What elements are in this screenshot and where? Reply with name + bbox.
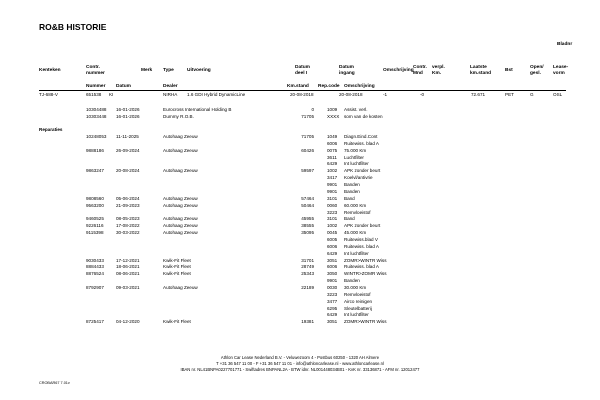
footer	[0, 355, 600, 373]
row-code: 1002	[327, 223, 338, 229]
row-code: 1009	[327, 107, 338, 112]
header-verpl-km: verpl. Km.	[432, 65, 445, 76]
footer-registration: IBAN nr. NL41BNPA0227701771 - Swiftadres BNPANL2A - BTW idnr. NL001448034B01 - KvK nr. 33136871 - AFM nr. 12012477	[180, 367, 420, 372]
row-omschrijving: ZOMR>WINTR Wiss	[344, 257, 387, 263]
page-title: RO&B HISTORIE	[39, 22, 107, 32]
row-nummer: 9863247	[86, 168, 104, 174]
row-dealer: Kwik-Fit Fleet	[163, 319, 191, 325]
header-datum-ingang: Datum ingang	[339, 65, 355, 76]
row-km: 25343	[301, 271, 314, 277]
header-rep-code: Rep.code	[318, 84, 340, 89]
row-omschrijving: Assist. verl.	[344, 107, 368, 112]
row-omschrijving: Ruitewiss.blad V	[344, 236, 378, 242]
header-uitvoering: Uitvoering	[187, 68, 211, 73]
row-code: 0045	[327, 230, 338, 235]
row-omschrijving: Int luchtfilter	[344, 250, 369, 256]
header-merk: Merk	[141, 68, 153, 73]
row-omschrijving: ZOMR>WINTR Wiss	[344, 319, 387, 325]
row-omschrijving: Ruitewiss. blad A	[344, 140, 379, 146]
row-omschrijving: Luchtfilter	[344, 154, 364, 160]
form-code: CROBAR67 7.01v	[39, 381, 70, 385]
header-omschrijving: Omschrijving	[344, 84, 375, 89]
vehicle-bst: PET	[505, 92, 514, 97]
row-datum: 05-06-2024	[116, 195, 140, 201]
row-code: 6429	[327, 250, 338, 256]
row-datum: 16-01-2026	[116, 114, 140, 119]
header-datum: Datum	[116, 84, 131, 89]
row-nummer: 8792907	[86, 284, 104, 290]
row-omschrijving: Koelvl/antivrie	[344, 175, 373, 181]
vehicle-laatste-km: 72.671	[471, 92, 486, 97]
vehicle-datum-deel1: 20-08-2018	[290, 92, 314, 97]
row-omschrijving: Banden	[344, 278, 360, 284]
row-nummer: 10303448	[86, 114, 107, 119]
row-code: 3477	[327, 298, 338, 304]
row-code: 3101	[327, 195, 338, 201]
row-code: 3050	[327, 271, 338, 277]
row-omschrijving: Remvloeistof	[344, 209, 371, 215]
row-datum: 21-09-2023	[116, 202, 140, 208]
header-bst: Bst	[505, 68, 513, 73]
row-nummer: 10304488	[86, 107, 107, 112]
row-omschrijving: Airco reinigen	[344, 298, 373, 304]
row-km: 45955	[301, 216, 314, 222]
row-omschrijving: Banden	[344, 182, 360, 187]
row-omschrijving: 60.000 Km	[344, 202, 367, 208]
row-km: 59597	[301, 168, 314, 174]
row-omschrijving: Band	[344, 216, 355, 222]
vehicle-kenteken: TJ-688-V	[39, 92, 58, 97]
row-code: 6429	[327, 312, 338, 318]
row-nummer: 9808560	[86, 195, 104, 201]
page-number-label: Bladnr	[557, 42, 573, 47]
row-dealer: Kwik-Fit Fleet	[163, 257, 191, 263]
row-km: 71705	[301, 134, 314, 139]
row-km: 57464	[301, 195, 314, 201]
row-code: 6006	[327, 264, 338, 270]
row-omschrijving: WINTR>ZOMR Wiss	[344, 271, 387, 277]
vehicle-merk: KI	[109, 92, 114, 97]
row-omschrijving: 30.000 Km	[344, 284, 367, 290]
row-omschrijving: 45.000 Km	[344, 230, 367, 235]
header-contr-nummer: Contr. nummer	[86, 65, 105, 76]
row-dealer: Autohaag Zeeuw	[163, 134, 198, 139]
row-datum: 04-12-2020	[116, 319, 140, 325]
row-code: 3051	[327, 319, 338, 325]
vehicle-datum-ingang: 20-08-2018	[339, 92, 363, 97]
row-nummer: 9888186	[86, 147, 104, 153]
row-datum: 30-03-2022	[116, 230, 140, 235]
row-datum: 17-08-2022	[116, 223, 140, 229]
header-contr-mnd: Contr. Mnd	[413, 65, 427, 76]
row-code: 6006	[327, 140, 338, 146]
row-code: 1049	[327, 134, 338, 139]
row-omschrijving: Remvloeistof	[344, 291, 371, 297]
row-omschrijving: Int luchtfilter	[344, 161, 369, 167]
row-dealer: Autohaag Zeeuw	[163, 147, 198, 153]
section-label-reparaties: Reparaties	[39, 127, 63, 132]
vehicle-contr-nummer: 651538	[86, 92, 102, 97]
row-code: 6006	[327, 243, 338, 249]
header-nummer: Nummer	[86, 84, 106, 89]
row-nummer: 9030433	[86, 257, 104, 263]
row-nummer: 9115398	[86, 230, 104, 235]
row-dealer: Kwik-Fit Fleet	[163, 264, 191, 270]
row-code: 3223	[327, 291, 338, 297]
row-km: 31701	[301, 257, 314, 263]
row-datum: 08-05-2023	[116, 216, 140, 222]
row-datum: 18-06-2021	[116, 264, 140, 270]
row-code: 6295	[327, 305, 338, 311]
row-dealer: Kwik-Fit Fleet	[163, 271, 191, 277]
row-omschrijving: Band	[344, 195, 355, 201]
row-nummer: 8876524	[86, 271, 104, 277]
row-dealer: Dummy R.O.B.	[163, 114, 194, 119]
row-datum: 20-08-2024	[116, 168, 140, 174]
row-dealer: Autohaag Zeeuw	[163, 168, 198, 174]
vehicle-verpl-km: -0	[420, 92, 425, 97]
header-laatste-km: Laatste km.stand	[470, 65, 492, 76]
row-omschrijving: Sleutelbatterij	[344, 305, 372, 311]
row-dealer: Eurocross International Holding B	[163, 107, 232, 112]
row-omschrijving: Int luchtfilter	[344, 312, 369, 318]
row-omschrijving: 75.000 Km	[344, 147, 367, 153]
row-omschrijving: APK zonder beurt	[344, 223, 381, 229]
row-code: 9901	[327, 188, 338, 194]
row-nummer: 8884433	[86, 264, 104, 270]
row-km: 35095	[301, 230, 314, 235]
row-km: 0	[311, 107, 314, 112]
header-type: Type	[163, 68, 174, 73]
row-nummer: 10248053	[86, 134, 107, 139]
row-dealer: Autohaag Zeeuw	[163, 216, 198, 222]
row-code: 3051	[327, 257, 338, 263]
row-code: 9901	[327, 278, 338, 284]
row-code: 1002	[327, 168, 338, 174]
row-dealer: Autohaag Zeeuw	[163, 223, 198, 229]
header-lease-vorm: Lease- vorm	[553, 65, 569, 76]
row-nummer: 9460525	[86, 216, 104, 222]
header-rule	[39, 90, 566, 91]
row-omschrijving: Ruitewiss. blad A	[344, 264, 379, 270]
vehicle-open-gesl: G	[530, 92, 534, 97]
row-omschrijving: Banden	[344, 188, 360, 194]
header-dealer: Dealer	[163, 84, 178, 89]
row-km: 60426	[301, 147, 314, 153]
row-code: 0075	[327, 147, 338, 153]
vehicle-contr-mnd: -1	[383, 92, 388, 97]
row-km: 19381	[301, 319, 314, 325]
row-code: XXXX	[327, 114, 340, 119]
footer-contact: T +31 36 547 11 00 - F +31 36 547 11 01 - info@athloncarlease.nl - www.athloncarlease.nl	[216, 361, 384, 366]
row-code: 3223	[327, 209, 338, 215]
row-km: 28749	[301, 264, 314, 270]
header-datum-deel1: Datum deel I	[295, 65, 310, 76]
header-omschrijving-top: Omschrijving	[383, 68, 414, 73]
row-code: 3417	[327, 175, 338, 181]
row-omschrijving: APK zonder beurt	[344, 168, 381, 174]
row-nummer: 9226116	[86, 223, 104, 229]
row-omschrijving: Ruitewiss. blad A	[344, 243, 379, 249]
row-code: 3101	[327, 216, 338, 222]
row-dealer: Autohaag Zeeuw	[163, 230, 198, 235]
row-km: 71705	[301, 114, 314, 119]
header-km-stand: Km.stand	[287, 84, 309, 89]
row-km: 38555	[301, 223, 314, 229]
row-code: 0060	[327, 202, 338, 208]
footer-address: Athlon Car Lease Nederland B.V. - Veluwezoom 4 - Postbus 60250 - 1320 AH Almere	[220, 355, 380, 360]
row-dealer: Autohaag Zeeuw	[163, 284, 198, 290]
row-code: 3611	[327, 154, 337, 160]
row-km: 22189	[301, 284, 314, 290]
row-datum: 08-06-2021	[116, 271, 140, 277]
row-dealer: Autohaag Zeeuw	[163, 202, 198, 208]
row-datum: 26-09-2024	[116, 147, 140, 153]
row-dealer: Autohaag Zeeuw	[163, 195, 198, 201]
row-nummer: 8725417	[86, 319, 104, 325]
row-code: 6429	[327, 161, 338, 167]
row-datum: 09-03-2021	[116, 284, 140, 290]
row-datum: 16-01-2026	[116, 107, 140, 112]
header-open-gesl: Open/ gesl.	[530, 65, 544, 76]
row-nummer: 9563200	[86, 202, 104, 208]
row-datum: 11-11-2025	[116, 134, 139, 139]
row-km: 50464	[301, 202, 314, 208]
vehicle-lease-vorm: OSL	[553, 92, 563, 97]
header-kenteken: Kenteken	[39, 68, 61, 73]
row-code: 0030	[327, 284, 338, 290]
row-datum: 17-12-2021	[116, 257, 140, 263]
vehicle-uitvoering: 1.6 GDI Hybrid DynamicLine	[187, 92, 246, 97]
row-code: 6005	[327, 236, 338, 242]
row-omschrijving: Diagn.Eind.Cont	[344, 134, 378, 139]
row-code: 9901	[327, 182, 338, 187]
row-omschrijving: som van de kosten	[344, 114, 383, 119]
vehicle-type: NIRHA	[163, 92, 178, 97]
